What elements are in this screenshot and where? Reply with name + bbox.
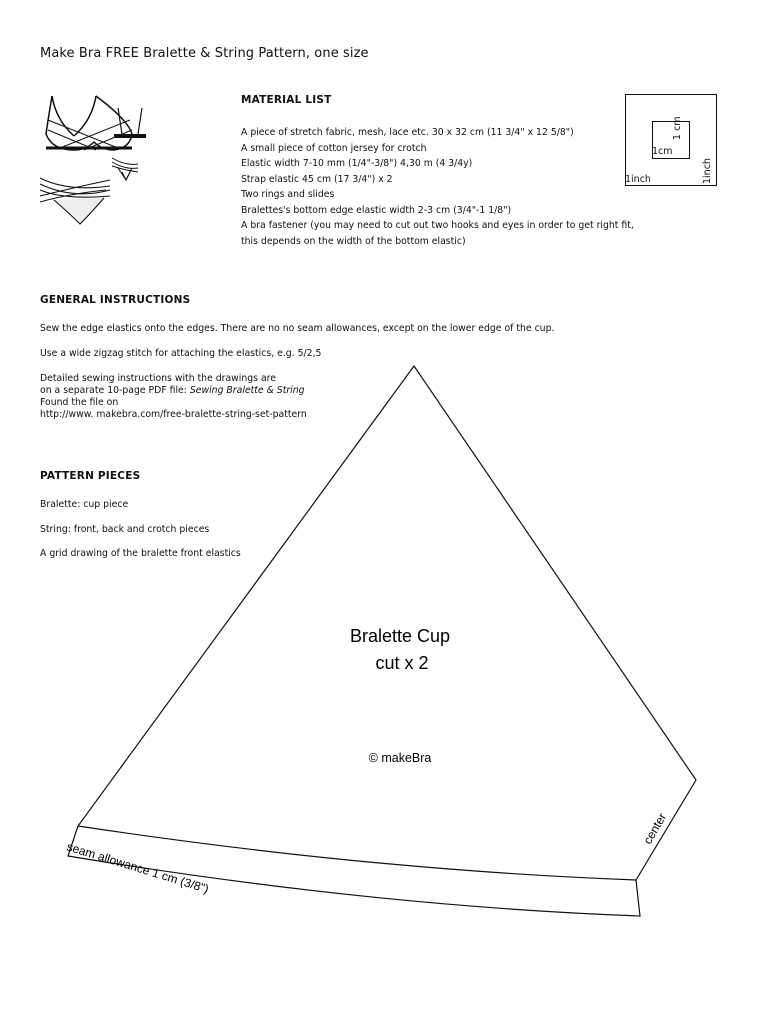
pattern-pieces-heading: PATTERN PIECES [40, 470, 141, 482]
pattern-piece-item: String: front, back and crotch pieces [40, 524, 210, 535]
pdf-file-name: Sewing Bralette & String [189, 385, 305, 396]
general-instructions-heading: GENERAL INSTRUCTIONS [40, 294, 191, 306]
list-item: Strap elastic 45 cm (17 3/4") x 2 [241, 173, 393, 185]
cup-title: Bralette Cup [349, 626, 451, 646]
list-item: this depends on the width of the bottom elastic) [241, 235, 466, 247]
list-item: A small piece of cotton jersey for crotch [241, 142, 427, 154]
list-item: Two rings and slides [241, 189, 335, 200]
instruction-line: Found the file on [40, 397, 119, 408]
cm-label-vertical: 1 cm [672, 116, 683, 140]
pattern-url[interactable]: http://www. makebra.com/free-bralette-string-set-pattern [40, 409, 307, 420]
list-item: A piece of stretch fabric, mesh, lace etc. 30 x 32 cm (11 3/4" x 12 5/8") [241, 127, 574, 138]
inch-label-horizontal: 1inch [625, 174, 651, 185]
pattern-piece-item: Bralette: cup piece [40, 499, 129, 510]
center-label: center [640, 810, 670, 847]
page-title: Make Bra FREE Bralette & String Pattern, one size [40, 46, 369, 61]
material-list-heading: MATERIAL LIST [241, 94, 332, 106]
instruction-paragraph: Sew the edge elastics onto the edges. There are no no seam allowances, except on the lower edge of the cup. [40, 323, 555, 334]
pattern-piece-item: A grid drawing of the bralette front elastics [40, 548, 241, 559]
list-item: A bra fastener (you may need to cut out two hooks and eyes in order to get right fit, [241, 220, 634, 231]
list-item: Elastic width 7-10 mm (1/4"-3/8") 4,30 m (4 3/4y) [241, 158, 473, 169]
cup-cut-count: cut x 2 [375, 653, 429, 673]
cm-label-horizontal: 1cm [652, 146, 673, 157]
cup-outline [78, 366, 696, 880]
pdf-prefix-text: on a separate 10-page PDF file: [40, 385, 190, 396]
copyright-text: © makeBra [368, 751, 432, 765]
inch-label-vertical: 1inch [702, 158, 713, 184]
instruction-paragraph: Use a wide zigzag stitch for attaching the elastics, e.g. 5/2,5 [40, 348, 322, 359]
seam-allowance-label: seam allowance 1 cm (3/8") [65, 839, 211, 897]
list-item: Bralettes's bottom edge elastic width 2-3 cm (3/4"-1 1/8") [241, 204, 512, 216]
instruction-line: Detailed sewing instructions with the drawings are [40, 373, 276, 384]
